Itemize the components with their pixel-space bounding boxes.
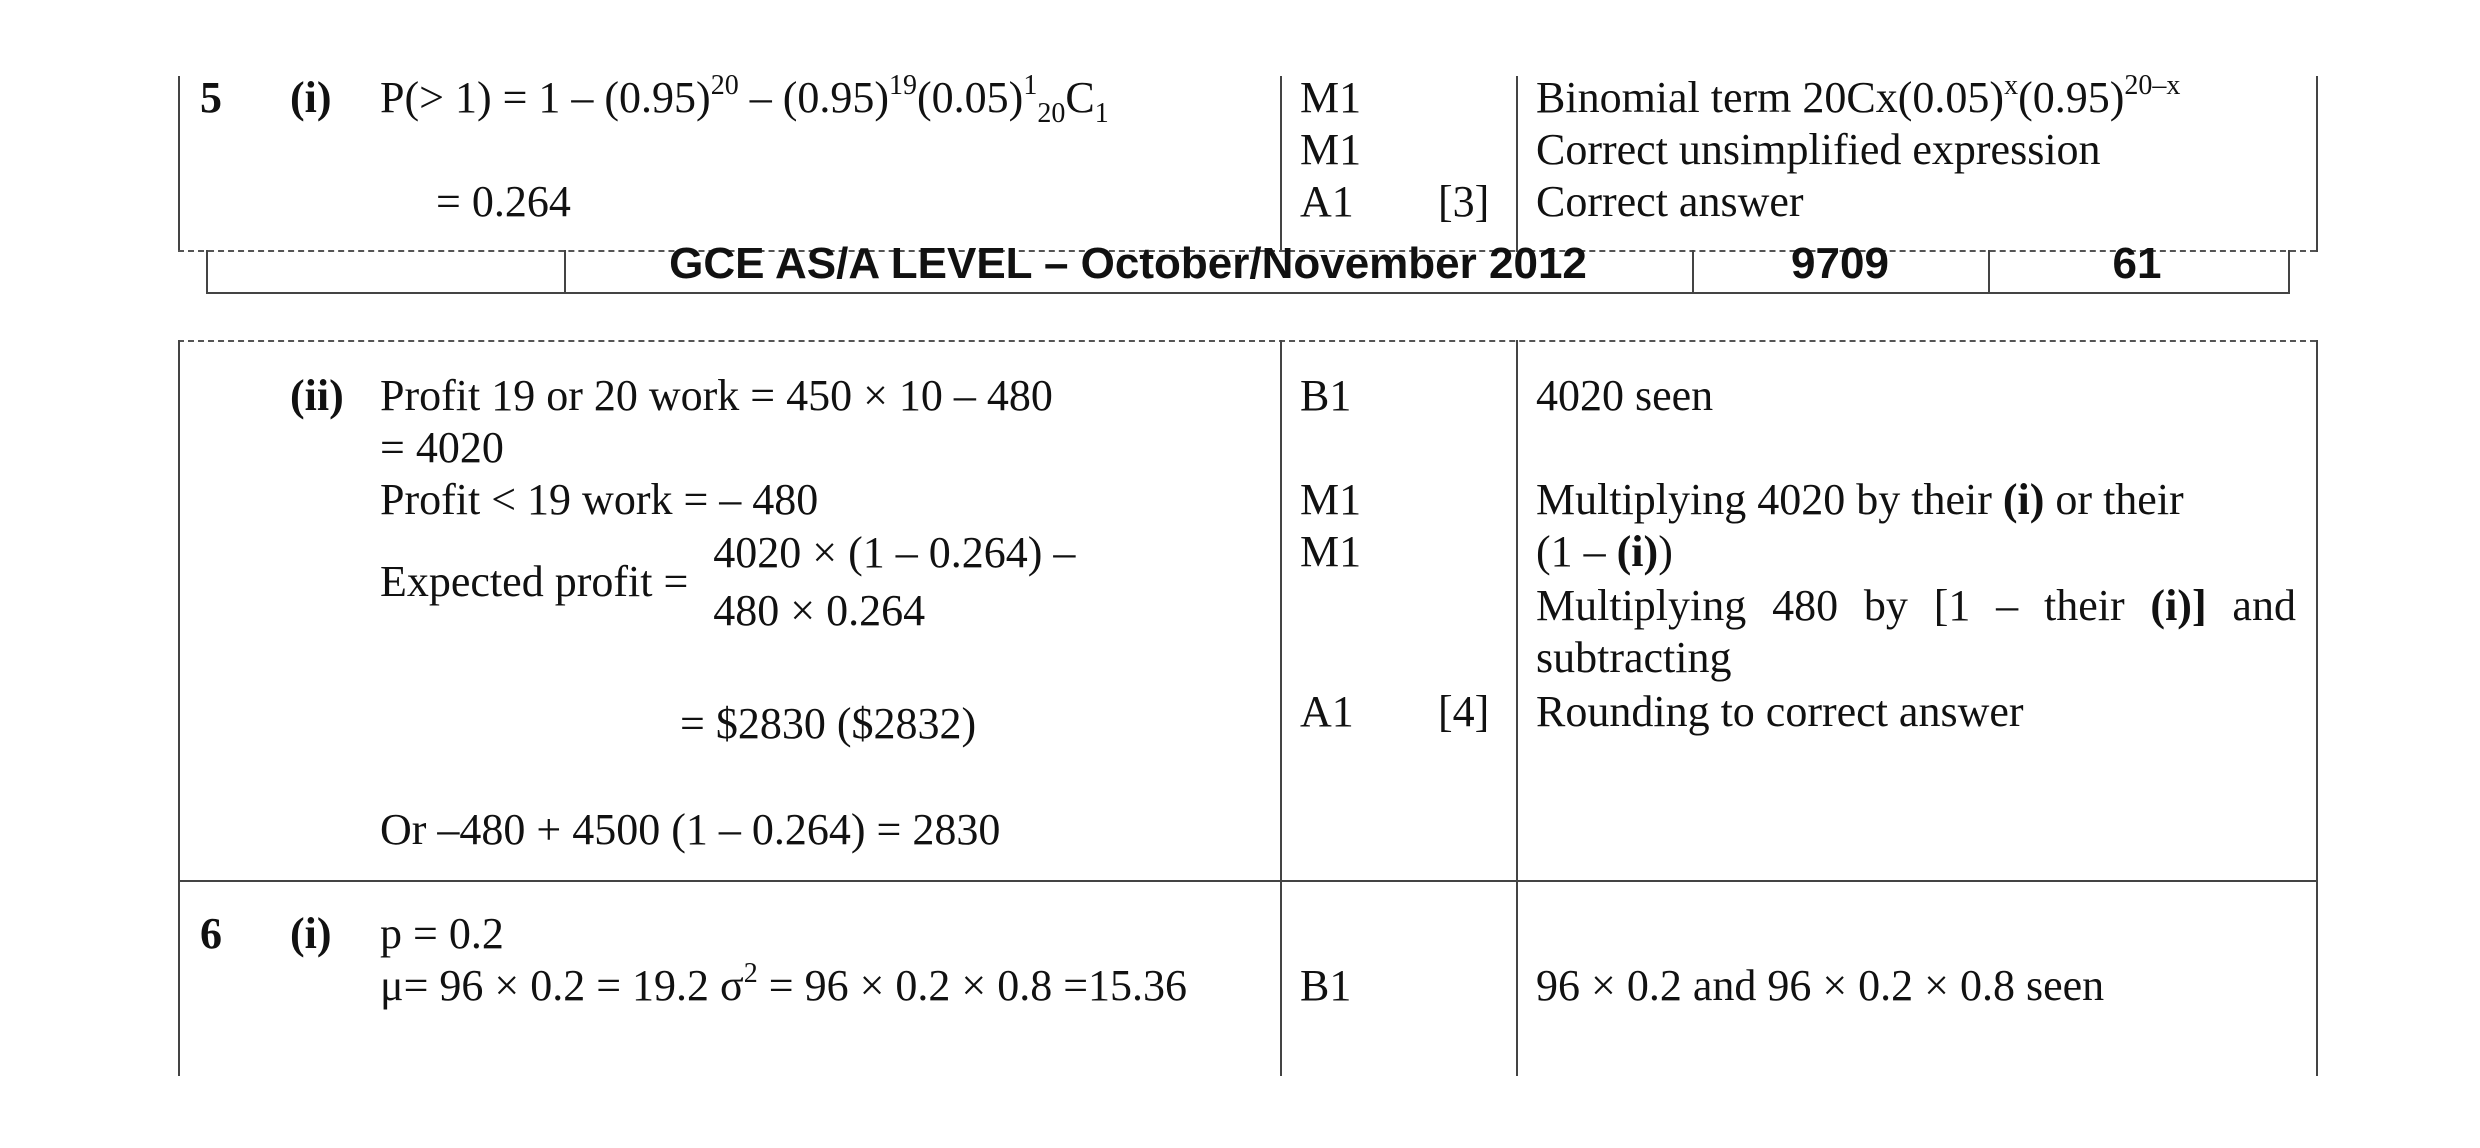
q6-i-note-1: 96 × 0.2 and 96 × 0.2 × 0.8 seen: [1536, 961, 2105, 1010]
q5-ii-line-3: Profit < 19 work = – 480: [380, 475, 819, 524]
q5-part-i-label: (i): [290, 73, 332, 122]
header-exam-title: GCE AS/A LEVEL – October/November 2012: [669, 239, 1587, 288]
q5-ii-note-1: 4020 seen: [1536, 371, 1714, 420]
expected-profit-line-a: 4020 × (1 – 0.264) –: [713, 528, 1076, 577]
q5-i-result: = 0.264: [436, 177, 571, 226]
q5-ii-expected-profit: [380, 524, 1075, 640]
table-top-divider-notes: [1516, 76, 1518, 252]
q5-part-ii-label: (ii): [290, 371, 344, 420]
q5-ii-mark-3: M1: [1300, 527, 1362, 576]
q5-ii-line-2: = 4020: [380, 423, 504, 472]
table-divider-marks: [1280, 340, 1282, 1076]
question-number-6: 6: [200, 909, 222, 958]
header-syllabus: 9709: [1791, 239, 1889, 288]
q5-i-mark-2: M1: [1300, 125, 1362, 174]
row-separator: [178, 880, 2316, 882]
q5-ii-note-4: Multiplying 480 by [1 – their (i)] and: [1536, 581, 2296, 630]
q5-ii-note-5: subtracting: [1536, 633, 1732, 682]
table-top-left-border: [178, 76, 180, 252]
table-right-border: [2316, 340, 2318, 1076]
q5-ii-line-1: Profit 19 or 20 work = 450 × 10 – 480: [380, 371, 1053, 420]
q5-i-expression: $P(> 1) = 1 - (0.95)^{20} - (0.95)^{19}(0.05)^1_{20}C_1$: [380, 70, 1109, 129]
header-paper: 61: [2112, 239, 2162, 288]
question-number-5: 5: [200, 73, 222, 122]
page-break-line-bottom: [178, 340, 2316, 342]
q5-ii-note-3: (1 – (i)): [1536, 527, 1673, 576]
q6-i-mark-1: B1: [1300, 961, 1352, 1010]
q5-i-mark-1: M1: [1300, 73, 1362, 122]
q5-ii-note-2: Multiplying 4020 by their (i) or their: [1536, 475, 2184, 524]
q5-ii-mark-1: B1: [1300, 371, 1352, 420]
q5-i-note-1: Binomial term $20Cx(0.05)^x(0.95)^{20-x}$: [1536, 70, 2181, 122]
table-top-right-border: [2316, 76, 2318, 252]
table-divider-notes: [1516, 340, 1518, 1076]
q5-ii-line-5: = $2830 ($2832): [680, 699, 977, 748]
expected-profit-expression: [713, 524, 1075, 640]
table-top-divider-marks: [1280, 76, 1282, 252]
q5-i-mark-3: A1: [1300, 177, 1354, 226]
q5-i-note-2: Correct unsimplified expression: [1536, 125, 2101, 174]
expected-profit-label: Expected profit =: [380, 557, 689, 606]
page-header-table: [206, 239, 2290, 294]
q5-ii-note-6: Rounding to correct answer: [1536, 687, 2024, 736]
q5-i-total: [3]: [1438, 177, 1490, 226]
q6-i-line-2: μ= 96 × 0.2 = 19.2 $\sigma^2 = 96 \times 0.2 \times 0.8 =15.36$: [380, 958, 1188, 1010]
q5-ii-mark-4: A1: [1300, 687, 1354, 736]
q6-part-i-label: (i): [290, 909, 332, 958]
q5-ii-total: [4]: [1438, 687, 1490, 736]
q5-ii-mark-2: M1: [1300, 475, 1362, 524]
q5-ii-line-6: Or –480 + 4500 (1 – 0.264) = 2830: [380, 805, 1001, 854]
table-left-border: [178, 340, 180, 1076]
q5-i-note-3: Correct answer: [1536, 177, 1804, 226]
q6-i-line-1: p = 0.2: [380, 909, 504, 958]
expected-profit-line-b: 480 × 0.264: [713, 586, 926, 635]
